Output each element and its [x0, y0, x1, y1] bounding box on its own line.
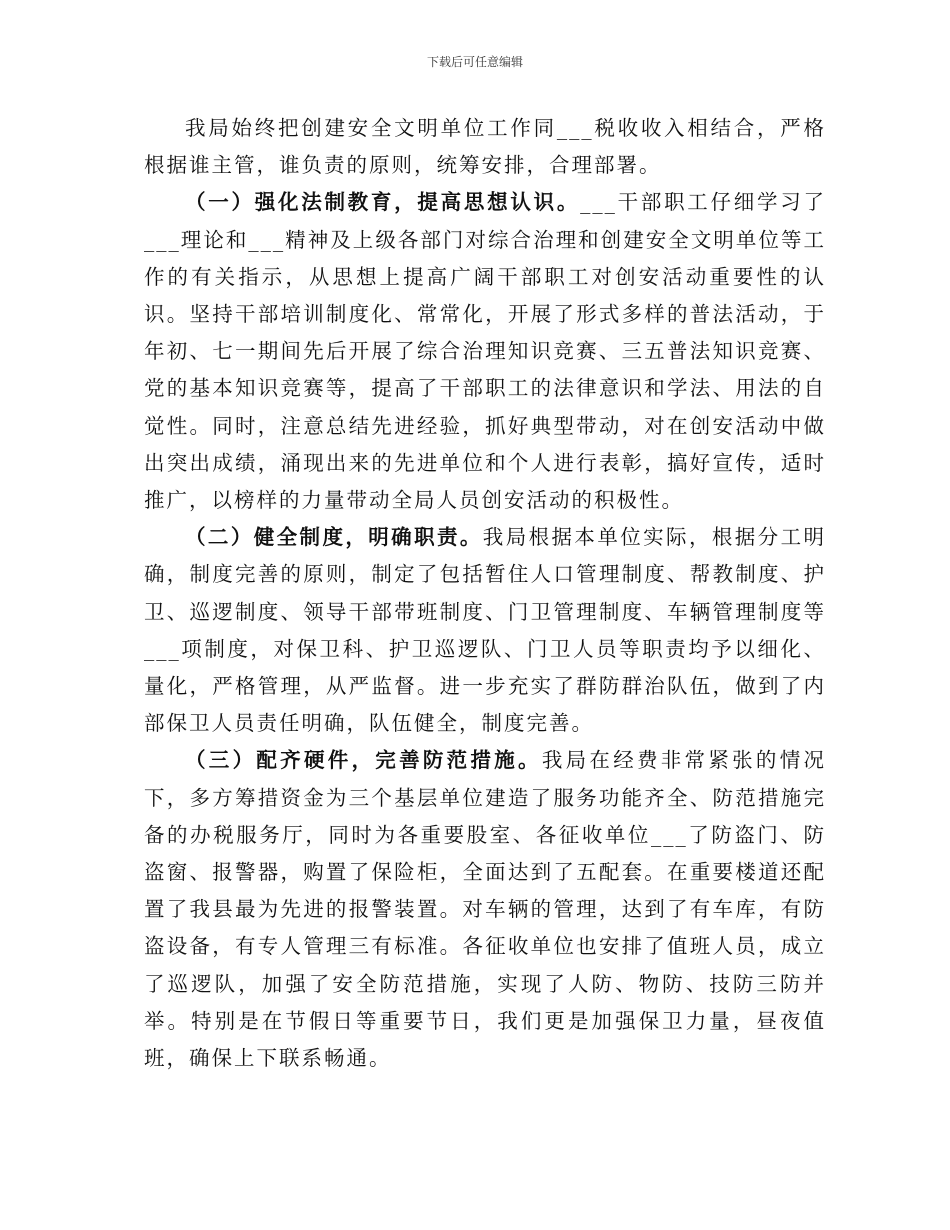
paragraph-section-2 [144, 519, 826, 742]
section-1-text: ___干部职工仔细学习了___理论和___精神及上级各部门对综合治理和创建安全文明单位等工作的有关指示，从思想上提高广阔干部职工对创安活动重要性的认识。坚持干部培训制度化、常常化，开展了形式多样的普法活动，于年初、七一期间先后开展了综合治理知识竞赛、三五普法知识竞赛、党的基本知识竞赛等，提高了干部职工的法律意识和学法、用法的自觉性。同时，注意总结先进经验，抓好典型带动，对在创安活动中做出突出成绩，涌现出来的先进单位和个人进行表彰，搞好宣传，适时推广，以榜样的力量带动全局人员创安活动的积极性。 [144, 190, 827, 513]
section-2-heading: （二）健全制度，明确职责。 [185, 525, 483, 550]
document-body [144, 110, 826, 1077]
paragraph-section-3 [144, 742, 826, 1077]
page-header: 下载后可任意编辑 [426, 55, 523, 69]
section-3-heading: （三）配齐硬件，完善防范措施。 [185, 748, 542, 773]
section-2-text: 我局根据本单位实际，根据分工明确，制度完善的原则，制定了包括暂住人口管理制度、帮教制度、护卫、巡逻制度、领导干部带班制度、门卫管理制度、车辆管理制度等___项制度，对保卫科、护卫巡逻队、门卫人员等职责均予以细化、量化，严格管理，从严监督。进一步充实了群防群治队伍，做到了内部保卫人员责任明确，队伍健全，制度完善。 [144, 525, 826, 736]
paragraph-intro [144, 110, 826, 184]
paragraph-intro-text: 我局始终把创建安全文明单位工作同___税收收入相结合，严格根据谁主管，谁负责的原则，统筹安排，合理部署。 [144, 116, 826, 178]
section-3-text: 我局在经费非常紧张的情况下，多方筹措资金为三个基层单位建造了服务功能齐全、防范措施完备的办税服务厅，同时为各重要股室、各征收单位___了防盗门、防盗窗、报警器，购置了保险柜，全面达到了五配套。在重要楼道还配置了我县最为先进的报警装置。对车辆的管理，达到了有车库，有防盗设备，有专人管理三有标准。各征收单位也安排了值班人员，成立了巡逻队，加强了安全防范措施，实现了人防、物防、技防三防并举。特别是在节假日等重要节日，我们更是加强保卫力量，昼夜值班，确保上下联系畅通。 [144, 748, 827, 1071]
paragraph-section-1 [144, 184, 826, 519]
section-1-heading: （一）强化法制教育，提高思想认识。 [185, 190, 581, 215]
